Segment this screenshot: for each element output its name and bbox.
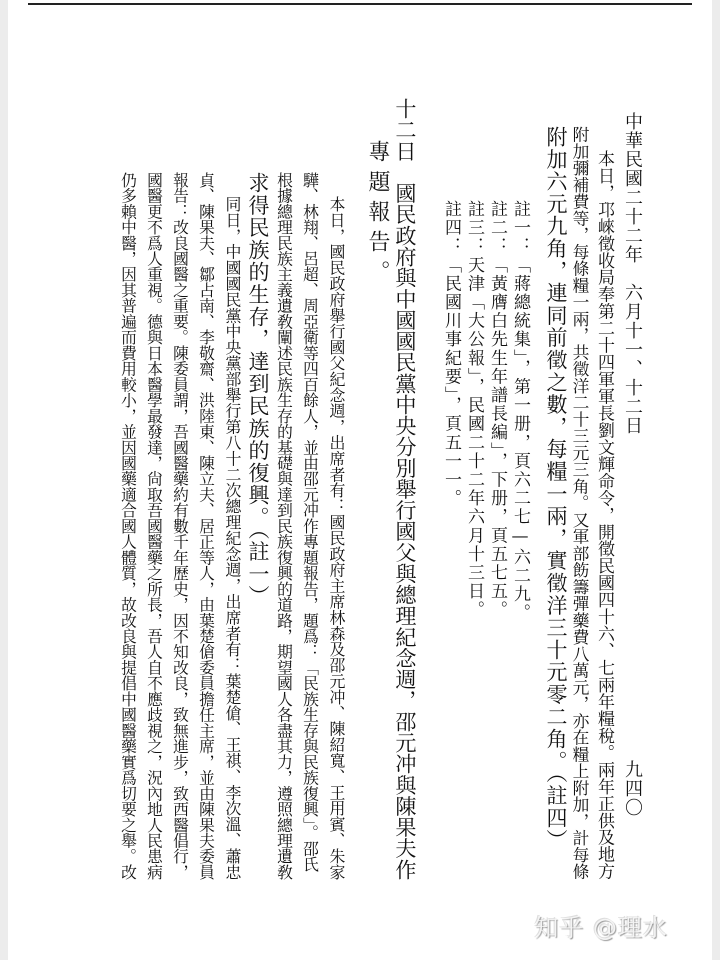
footnote-2: 註二：「黃膺白先生年譜長編」，下册，頁五七五。	[487, 200, 507, 620]
entry-12-title-continued: 專題報告。	[365, 140, 390, 290]
entry-11-line-1: 本日，邛崍徵收局奉第二十四軍軍長劉文輝命令，開徵民國四十六、七兩年糧稅。兩年正供及地方	[594, 150, 614, 880]
entry-12-body-line-4: 求得民族的生存，達到民族的復興。（註一）	[246, 172, 270, 608]
scanned-book-page	[8, 0, 712, 960]
entry-12-body-line-6: 貞、陳果夫、鄒占南、李敬齋、洪陸東、陳立夫、居正等人，由葉楚傖委員擔任主席，並由陳果夫委員	[197, 172, 216, 880]
entry-12-body-line-5: 同日，中國國民黨中央黨部舉行第八十二次總理紀念週，出席者有：葉楚傖、王祺、李次溫、蕭忠	[223, 196, 242, 880]
entry-12-body-line-9: 仍多賴中醫，因其普遍而費用較小，並因國藥適合國人體質，故改良與提倡中國醫藥實爲切要之舉。改	[119, 172, 138, 880]
entry-12-body-line-2: 驊、林翔、呂超、周亞衛等四百餘人，並由邵元冲作專題報告，題爲：「民族生存與民族復興」。邵氏	[301, 172, 320, 872]
running-title: 中華民國二十二年 六月十一、十二日	[622, 112, 643, 435]
entry-11-line-2: 附加彌補費等，每條糧一兩，共徵洋二十三元三角。又軍部飭籌彈藥費八萬元，亦在糧上附加，計每條	[570, 126, 590, 880]
entry-12-body-line-1: 本日，國民政府舉行國父紀念週，出席者有：國民政府主席林森及邵元冲、陳紹寬、王用賓、朱家	[327, 196, 346, 880]
entry-12-title: 十二日 國民政府與中國國民黨中央分別舉行國父與總理紀念週，邵元冲與陳果夫作	[393, 98, 418, 880]
watermark: 知乎 @理水	[534, 914, 668, 942]
footnote-1: 註一：「蔣總統集」，第一册，頁六二七—六二九。	[510, 200, 530, 623]
page-number: 九四〇	[622, 760, 643, 817]
entry-12-body-line-8: 國醫更不爲人重視。德與日本醫學最發達，尙取吾國醫藥之所長，吾人自不應歧視之，況內地人民患病	[145, 172, 164, 880]
entry-12-body-line-7: 報告：改良國醫之重要。陳委員謂，吾國醫藥約有數千年歷史，因不知改良，致無進步，致西醫倡行，	[171, 172, 190, 880]
footnote-3: 註三：天津「大公報」，民國二十二年六月十三日。	[464, 200, 484, 620]
top-rule	[28, 3, 692, 5]
entry-11-line-3: 附加六元九角，連同前徵之數，每糧一兩，實徵洋三十元零二角。（註四）	[544, 126, 568, 852]
entry-12-body-line-3: 根據總理民族主義遺敎闡述民族生存的基礎與達到民族復興的道路，期望國人各盡其力，遵照總理遺敎	[275, 172, 294, 880]
footnote-4: 註四：「民國川事紀要」，頁五一一。	[441, 200, 461, 508]
